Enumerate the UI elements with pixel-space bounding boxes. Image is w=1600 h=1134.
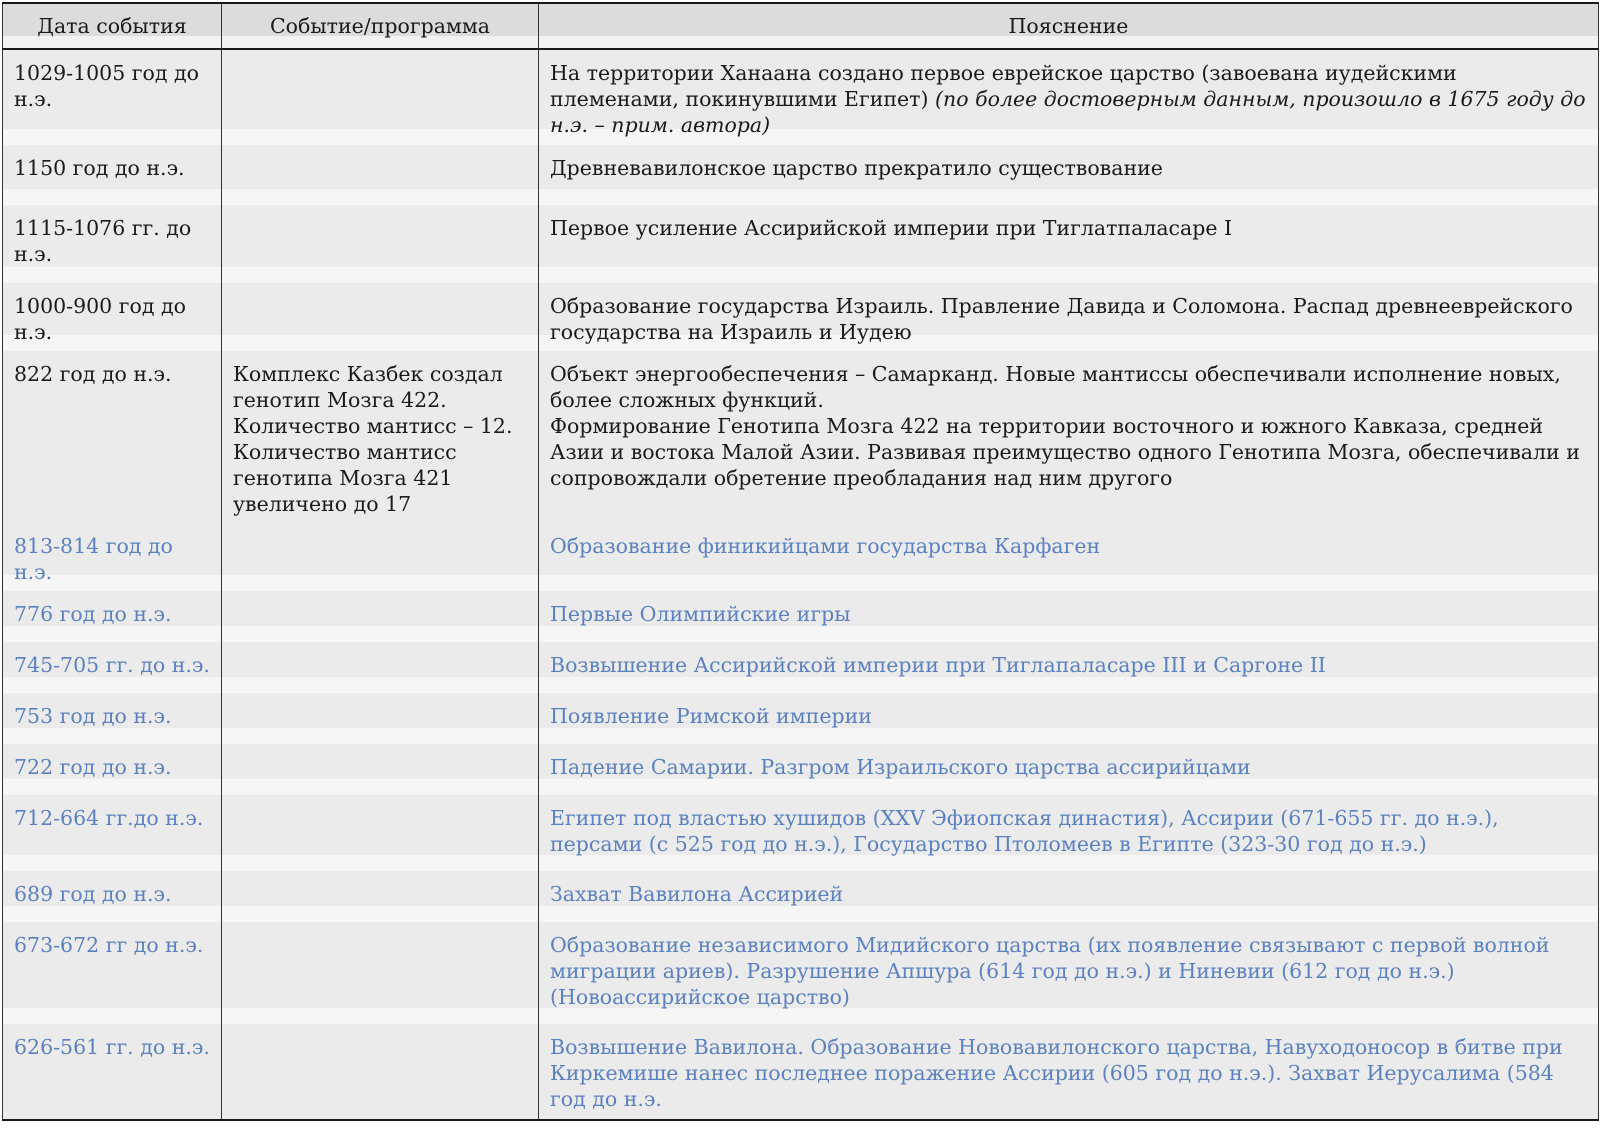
table-row — [3, 351, 1599, 523]
header-row — [3, 3, 1599, 49]
cell-date: 1115-1076 гг. до н.э. — [3, 205, 222, 283]
cell-note — [539, 693, 1599, 744]
cell-date: 626-561 гг. до н.э. — [3, 1024, 222, 1120]
table-row — [3, 795, 1599, 871]
cell-date: 776 год до н.э. — [3, 591, 222, 642]
cell-date: 1000-900 год до н.э. — [3, 283, 222, 351]
cell-program — [222, 795, 539, 871]
cell-program — [222, 744, 539, 795]
cell-note — [539, 49, 1599, 145]
note-text: Объект энергообеспечения – Самарканд. Новые мантиссы обеспечивали исполнение новых, более сложных функций. — [550, 362, 1561, 412]
cell-date: 753 год до н.э. — [3, 693, 222, 744]
cell-note — [539, 744, 1599, 795]
table-row — [3, 922, 1599, 1024]
cell-date: 813-814 год до н.э. — [3, 523, 222, 591]
table-row — [3, 591, 1599, 642]
cell-program: Комплекс Казбек создал генотип Мозга 422. Количество мантисс – 12. Количество мантисс генотипа Мозга 421 увеличено до 17 — [222, 351, 539, 523]
header-program: Событие/программа — [222, 3, 539, 49]
timeline-table — [2, 2, 1599, 1121]
table-row — [3, 744, 1599, 795]
cell-date: 712-664 гг.до н.э. — [3, 795, 222, 871]
cell-note — [539, 591, 1599, 642]
note-italic-text: (по более достоверным данным, произошло в 1675 году до н.э. – прим. автора) — [550, 87, 1586, 137]
cell-program — [222, 1024, 539, 1120]
cell-program — [222, 523, 539, 591]
table-row — [3, 693, 1599, 744]
cell-note — [539, 351, 1599, 523]
cell-program — [222, 49, 539, 145]
note-text: Древневавилонское царство прекратило существование — [550, 156, 1163, 180]
cell-date: 1029-1005 год до н.э. — [3, 49, 222, 145]
note-text: Образование государства Израиль. Правление Давида и Соломона. Распад древнееврейского государства на Израиль и Иудею — [550, 294, 1573, 344]
cell-note — [539, 871, 1599, 922]
note-text: На территории Ханаана создано первое еврейское царство (завоевана иудейскими племенами, покинувшими Египет) — [550, 61, 1457, 111]
table-row — [3, 1024, 1599, 1120]
note-text: Возвышение Ассирийской империи при Тиглапаласаре III и Саргоне II — [550, 653, 1326, 677]
table-row — [3, 145, 1599, 205]
cell-program — [222, 693, 539, 744]
cell-note — [539, 283, 1599, 351]
cell-program — [222, 145, 539, 205]
note-text: Формирование Генотипа Мозга 422 на территории восточного и южного Кавказа, средней Азии и востока Малой Азии. Развивая преимущество одного Генотипа Мозга, обеспечивали и сопровождали обретение преобладания над ним другого — [550, 414, 1580, 490]
note-text: Образование независимого Мидийского царства (их появление связывают с первой волной миграции ариев). Разрушение Апшура (614 год до н.э.) и Ниневии (612 год до н.э.) (Новоассирийское царство) — [550, 933, 1550, 1009]
header-date: Дата события — [3, 3, 222, 49]
cell-date: 822 год до н.э. — [3, 351, 222, 523]
table-row — [3, 283, 1599, 351]
cell-note — [539, 205, 1599, 283]
cell-date: 745-705 гг. до н.э. — [3, 642, 222, 693]
table-row — [3, 205, 1599, 283]
table-row — [3, 871, 1599, 922]
cell-note — [539, 145, 1599, 205]
note-text: Первое усиление Ассирийской империи при Тиглатпаласаре I — [550, 216, 1233, 240]
note-text: Возвышение Вавилона. Образование Нововавилонского царства, Навуходоносор в битве при Киркемише нанес последнее поражение Ассирии (605 год до н.э.). Захват Иерусалима (584 год до н.э. — [550, 1035, 1563, 1111]
table-body — [3, 49, 1599, 1120]
cell-note — [539, 523, 1599, 591]
cell-note — [539, 1024, 1599, 1120]
cell-note — [539, 922, 1599, 1024]
cell-program — [222, 591, 539, 642]
table-row — [3, 523, 1599, 591]
cell-program — [222, 642, 539, 693]
note-text: Появление Римской империи — [550, 704, 872, 728]
cell-date: 689 год до н.э. — [3, 871, 222, 922]
note-text: Образование финикийцами государства Карфаген — [550, 534, 1101, 558]
header-note: Пояснение — [539, 3, 1599, 49]
cell-program — [222, 922, 539, 1024]
cell-program — [222, 871, 539, 922]
cell-note — [539, 795, 1599, 871]
cell-date: 1150 год до н.э. — [3, 145, 222, 205]
note-text: Захват Вавилона Ассирией — [550, 882, 844, 906]
cell-note — [539, 642, 1599, 693]
note-text: Первые Олимпийские игры — [550, 602, 851, 626]
cell-date: 722 год до н.э. — [3, 744, 222, 795]
note-text: Египет под властью хушидов (XXV Эфиопская династия), Ассирии (671-655 гг. до н.э.), персами (с 525 год до н.э.), Государство Птоломеев в Египте (323-30 год до н.э.) — [550, 806, 1499, 856]
cell-program — [222, 205, 539, 283]
table-row — [3, 49, 1599, 145]
cell-date: 673-672 гг до н.э. — [3, 922, 222, 1024]
table-row — [3, 642, 1599, 693]
cell-program — [222, 283, 539, 351]
note-text: Падение Самарии. Разгром Израильского царства ассирийцами — [550, 755, 1251, 779]
